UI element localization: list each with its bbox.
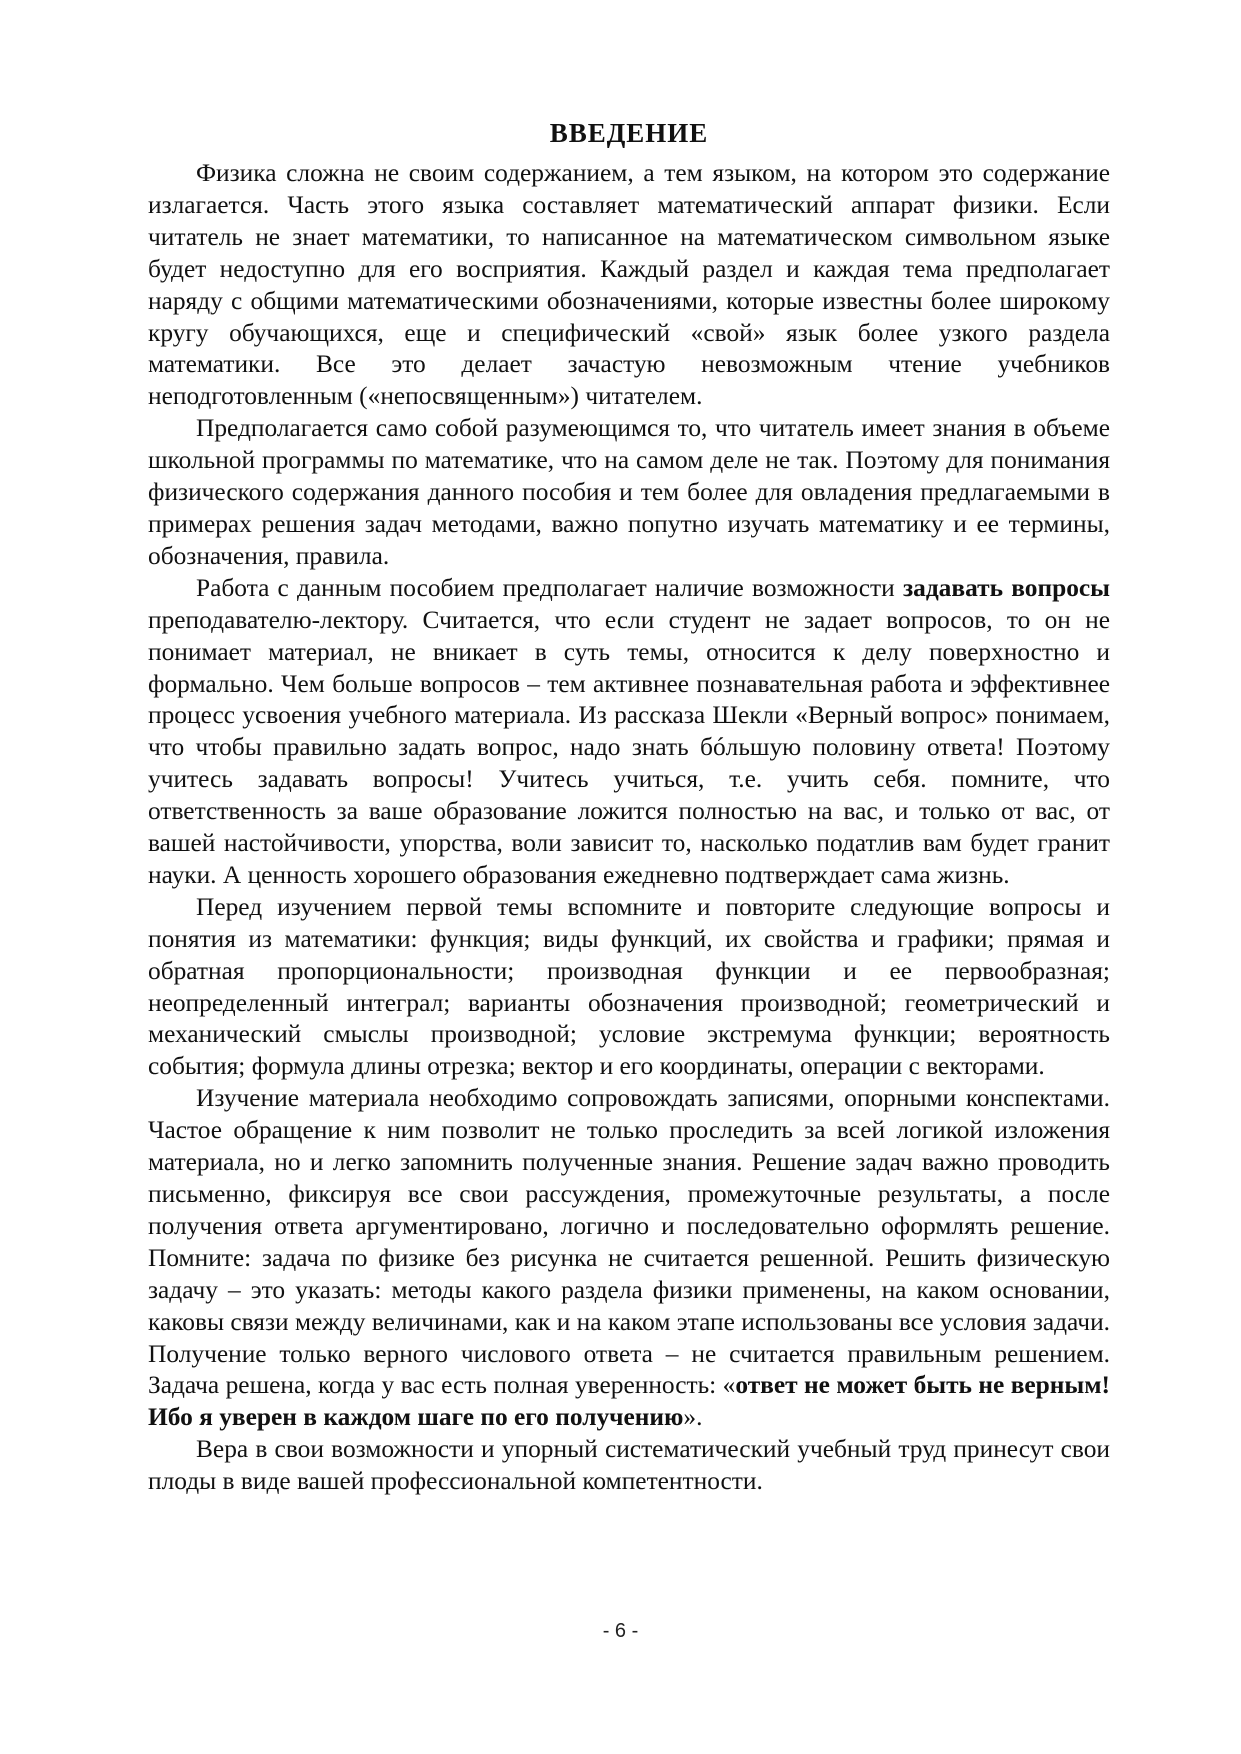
paragraph-2: Предполагается само собой разумеющимся то, что читатель имеет знания в объеме школьной программы по математике, что на самом деле не так. Поэтому для понимания физического содержания данного пособия и тем более для овладения предлагаемыми в примерах решения задач методами, важно попутно изучать математику и ее термины, обозначения, правила. [148, 414, 1110, 570]
page-number: - 6 - [602, 1620, 639, 1642]
paragraph-6: Вера в свои возможности и упорный систематический учебный труд принесут свои плоды в виде вашей профессиональной компетентности. [148, 1435, 1110, 1496]
document-page [148, 118, 1110, 1498]
paragraph-3-bold-phrase: задавать вопросы [902, 573, 1110, 602]
paragraph-3-text-end: преподавателю-лектору. Считается, что если студент не задает вопросов, то он не понимает материал, не вникает в суть темы, относится к делу поверхностно и формально. Чем больше вопросов – тем активнее познавательная работа и эффективнее процесс усвоения учебного материала. Из рассказа Шекли «Верный вопрос» понимаем, что чтобы правильно задать вопрос, надо знать бóльшую половину ответа! Поэтому учитесь задавать вопросы! Учитесь учиться, т.е. учить себя. помните, что ответственность за ваше образование ложится полностью на вас, и только от вас, от вашей настойчивости, упорства, воли зависит то, насколько податлив вам будет гранит науки. А ценность хорошего образования ежедневно подтверждает сама жизнь. [148, 605, 1110, 889]
paragraph-3 [148, 573, 1110, 892]
paragraph-5 [148, 1083, 1110, 1434]
paragraph-3-text-start: Работа с данным пособием предполагает наличие возможности [196, 573, 903, 602]
page-title: ВВЕДЕНИЕ [549, 118, 709, 148]
paragraph-4: Перед изучением первой темы вспомните и повторите следующие вопросы и понятия из математики: функция; виды функций, их свойства и графики; прямая и обратная пропорциональности; производная функции и ее первообразная; неопределенный интеграл; варианты обозначения производной; геометрический и механический смыслы производной; условие экстремума функции; вероятность события; формула длины отрезка; вектор и его координаты, операции с векторами. [148, 892, 1110, 1081]
paragraph-5-text-start: Изучение материала необходимо сопровождать записями, опорными конспектами. Частое обращение к ним позволит не только проследить за всей логикой изложения материала, но и легко запомнить полученные знания. Решение задач важно проводить письменно, фиксируя все свои рассуждения, промежуточные результаты, а после получения ответа аргументировано, логично и последовательно оформлять решение. Помните: задача по физике без рисунка не считается решенной. Решить физическую задачу – это указать: методы какого раздела физики применены, на каком основании, каковы связи между величинами, как и на каком этапе использованы все условия задачи. Получение только верного числового ответа – не считается правильным решением. Задача решена, когда у вас есть полная уверенность: « [148, 1084, 1110, 1400]
paragraph-1: Физика сложна не своим содержанием, а тем языком, на котором это содержание излагается. Часть этого языка составляет математический аппарат физики. Если читатель не знает математики, то написанное на математическом символьном языке будет недоступно для его восприятия. Каждый раздел и каждая тема предполагает наряду с общими математическими обозначениями, которые известны более широкому кругу обучающихся, еще и специфический «свой» язык более узкого раздела математики. Все это делает зачастую невозможным чтение учебников неподготовленным («непосвященным») читателем. [148, 159, 1110, 411]
paragraph-5-bold-quote: ответ не может быть не верным! Ибо я уверен в каждом шаге по его получению [148, 1371, 1110, 1432]
paragraph-5-text-end: ». [683, 1403, 703, 1432]
